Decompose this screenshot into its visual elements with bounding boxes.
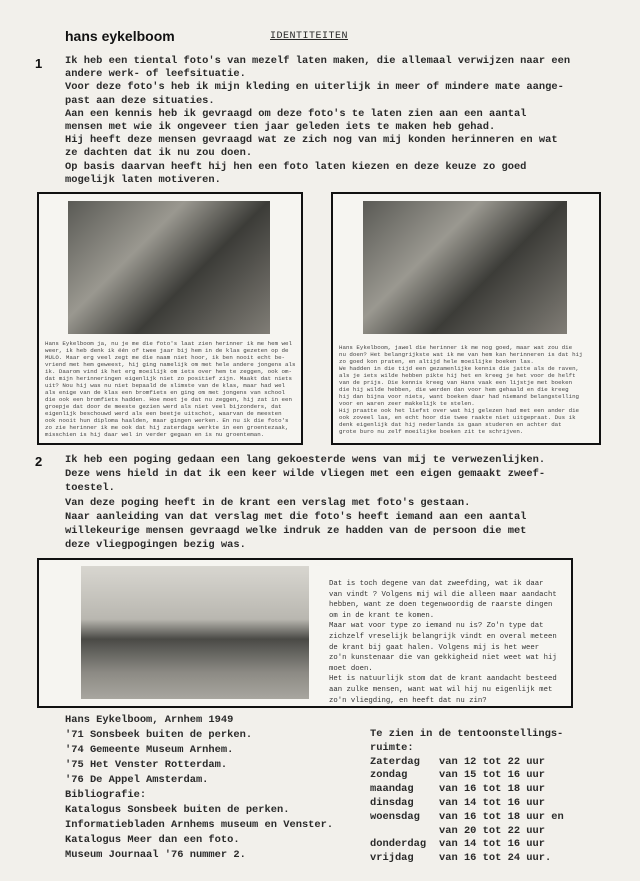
caption-3: Dat is toch degene van dat zweefding, wat ik daar van vindt ? Volgens mij wil die alleen maar aandacht hebben, want ze doen tegenwoordig de raarste dingen om in de krant te komen. Maar wat voor type zo iemand nu is? Zo'n type dat zichzelf vreselijk belangrijk vindt en overal meteen de krant bij gaat halen. Volgens mij is het weer zo'n kunstenaar die van gekkigheid niet weet wat hij moet doen. Het is natuurlijk stom dat de krant aandacht besteed aan zulke mensen, want wat wil hij nu eigenlijk met zo'n vliegding, en heeft dat nu zin? [329, 580, 557, 705]
schedule-day: donderdag [370, 838, 427, 851]
bio-line: Bibliografie: [65, 789, 147, 801]
section1-line: mogelijk laten motiveren. [65, 173, 221, 186]
section1-line: andere werk- of leefsituatie. [65, 68, 246, 81]
section1-line: ze dachten dat ik nu zou doen. [65, 147, 253, 160]
bio-line: '75 Het Venster Rotterdam. [65, 759, 228, 771]
schedule [370, 728, 564, 866]
schedule-row [370, 825, 564, 839]
author-heading: hans eykelboom [65, 28, 175, 44]
schedule-heading: Te zien in de tentoonstellings- [370, 728, 564, 740]
section-number-1: 1 [35, 56, 43, 71]
schedule-day: woensdag [370, 810, 420, 823]
bio-line: '74 Gemeente Museum Arnhem. [65, 744, 234, 756]
schedule-time: van 12 tot 22 uur [439, 755, 546, 768]
photo-desk [363, 201, 567, 334]
section-number-2: 2 [35, 454, 43, 469]
schedule-day: vrijdag [370, 852, 414, 865]
caption-1: Hans Eykelboom ja, nu je me die foto's laat zien herinner ik me hem wel weer, ik heb denk ik één of twee jaar bij hem in de klas gezeten op de MULO. Maar erg veel zegt me die naam niet hoor, ik ben nooit echt be- vriend met hem geweest, hij ging namelijk om met hele andere jongens als ik. Daarom vind ik het erg moeilijk om iets over hem te zeggen, ook om- dat mijn herinneringen eigenlijk niet zo positief zijn. Maakt dat niets uit? Nou hij was nu niet bepaald de slimste van de klas, maar had wel als enige van de klas een bromfiets en ging om met jongens van school die ook een bromfiets hadden. Hoe moet je dat nu zeggen, hij zat in een groepje dat door de meeste gezien werd als niet veel bijzonders, dat eigenlijk beschouwd werd als een beetje uitschot, waarvan de meesten ook nooit hun diploma haalden, maar gingen werken. En nu ik die foto's zo zie herinner ik me ook dat hij zaterdags werkte in een groentezaak, misschien is hij daar wel in verder gegaan en is nu groenteman. [45, 340, 296, 438]
section1-line: Hij heeft deze mensen gevraagd wat ze zich nog van mij konden herinneren en wat [65, 134, 558, 147]
schedule-row [370, 838, 564, 852]
section1-line: Ik heb een tiental foto's van mezelf laten maken, die allemaal verwijzen naar een [65, 55, 571, 67]
section1-line: Aan een kennis heb ik gevraagd om deze foto's te laten zien aan een aantal [65, 107, 527, 120]
bio-list [65, 713, 333, 863]
page-title: IDENTITEITEN [270, 31, 349, 42]
photo-shop [68, 201, 270, 334]
bio-line: Hans Eykelboom, Arnhem 1949 [65, 714, 234, 726]
section1-text [65, 55, 570, 187]
schedule-time: van 14 tot 16 uur [439, 796, 546, 809]
section2-line: Naar aanleiding van dat verslag met die foto's heeft iemand aan een aantal [65, 510, 527, 523]
section2-line: Deze wens hield in dat ik een keer wilde vliegen met een eigen gemaakt zweef- [65, 468, 546, 481]
photo-box-1 [37, 192, 303, 445]
schedule-heading: ruimte: [370, 741, 414, 754]
photo-box-3 [37, 558, 573, 708]
schedule-time: van 16 tot 18 uur en [439, 810, 564, 823]
schedule-row [370, 852, 564, 866]
bio-line: Katalogus Meer dan een foto. [65, 834, 240, 846]
schedule-day: maandag [370, 783, 414, 796]
photo-glider [81, 566, 309, 699]
schedule-time: van 15 tot 16 uur [439, 769, 546, 782]
schedule-row [370, 783, 564, 797]
section2-text [65, 453, 545, 552]
bio-line: Informatiebladen Arnhems museum en Venster. [65, 819, 334, 831]
section1-line: Op basis daarvan heeft hij hen een foto laten kiezen en deze keuze zo goed [65, 160, 527, 173]
section2-line: willekeurige mensen gevraagd welke indruk ze hadden van de persoon die met [65, 525, 527, 538]
caption-2: Hans Eykelboom, jawel die herinner ik me nog goed, maar wat zou die nu doen? Het belangrijkste wat ik me van hem kan herinneren is dat hij zo goed kon praten, en altijd hele moeilijke boeken las. We hadden in die tijd een gezamenlijke kennis die jatte als de raven, als je iets wilde hebben pikte hij het en kreeg je het voor de helft van de prijs. Die kennis kreeg van Hans vaak een lijstje met boeken die hij wilde hebben, die werden dan voor hem gehaald en die kreeg hij dan bijna voor niets, want boeken daar had niemand belangstelling voor en waren zeer makkelijk te stelen. Hij praatte ook het liefst over wat hij gelezen had met een ander die ook zoveel las, en echt hoor die twee raakte niet uitgepraat. Dus ik denk eigenlijk dat hij nederlands is gaan studeren en achter dat grote buro nu zelf moeilijke boeken zit te schrijven. [339, 344, 583, 435]
schedule-time: van 16 tot 24 uur. [439, 852, 552, 865]
schedule-time: van 20 tot 22 uur [439, 824, 546, 837]
schedule-row [370, 769, 564, 783]
bio-line: '71 Sonsbeek buiten de perken. [65, 729, 253, 741]
section2-line: deze vliegpogingen bezig was. [65, 539, 246, 552]
section1-line: Voor deze foto's heb ik mijn kleding en uiterlijk in meer of mindere mate aange- [65, 81, 564, 94]
section1-line: mensen met wie ik ongeveer tien jaar geleden iets te maken heb gehad. [65, 121, 496, 134]
section1-line: past aan deze situaties. [65, 94, 215, 107]
schedule-row [370, 811, 564, 825]
schedule-day: dinsdag [370, 796, 414, 809]
section2-line: Van deze poging heeft in de krant een verslag met foto's gestaan. [65, 496, 471, 509]
schedule-row [370, 756, 564, 770]
section2-line: Ik heb een poging gedaan een lang gekoesterde wens van mij te verwezenlijken. [65, 454, 546, 466]
schedule-time: van 14 tot 16 uur [439, 838, 546, 851]
schedule-day: zondag [370, 769, 408, 782]
section2-line: toestel. [65, 482, 115, 495]
bio-line: Katalogus Sonsbeek buiten de perken. [65, 804, 290, 816]
schedule-row [370, 797, 564, 811]
schedule-day: Zaterdag [370, 755, 420, 768]
photo-box-2 [331, 192, 601, 445]
bio-line: '76 De Appel Amsterdam. [65, 774, 209, 786]
bio-line: Museum Journaal '76 nummer 2. [65, 849, 246, 861]
schedule-time: van 16 tot 18 uur [439, 783, 546, 796]
